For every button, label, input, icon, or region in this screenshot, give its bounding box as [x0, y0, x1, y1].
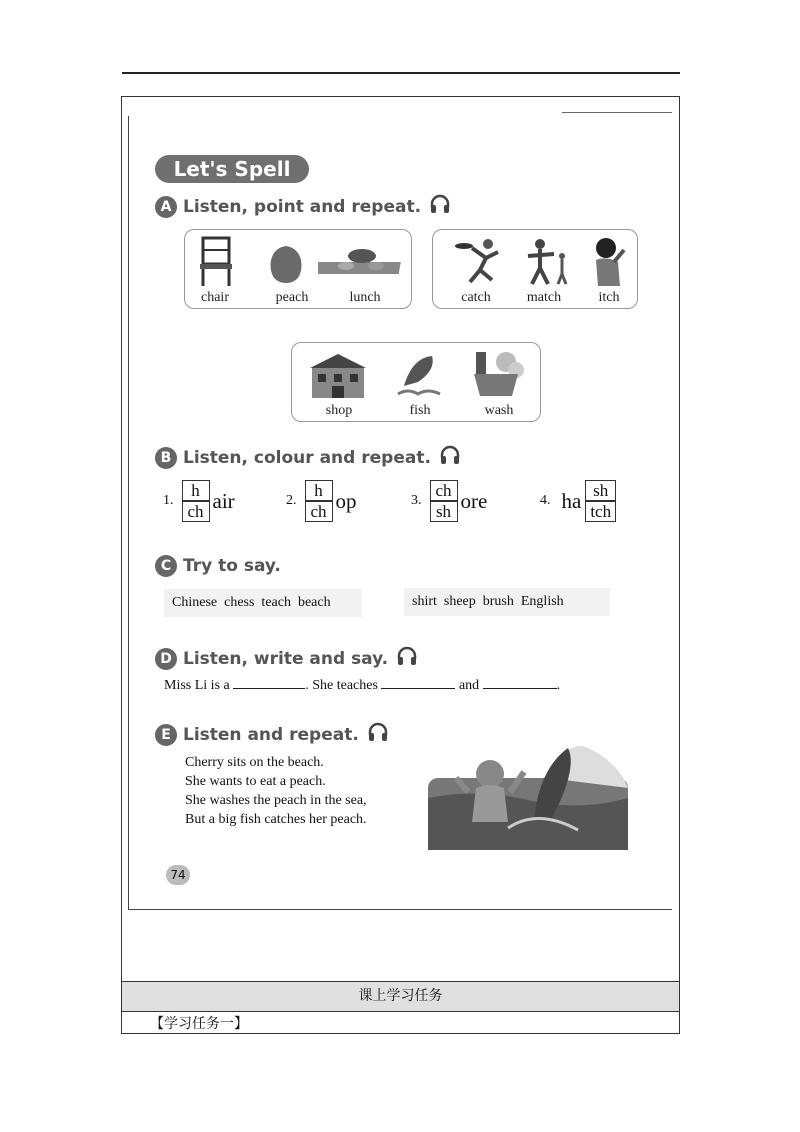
word-chair: chair: [201, 290, 229, 305]
section-a-title: Listen, point and repeat.: [183, 196, 422, 217]
word-wash: wash: [484, 403, 514, 418]
word-peach: peach: [275, 290, 309, 305]
footer-bar-title: 课上学习任务: [122, 981, 679, 1012]
shop-icon: [306, 350, 370, 400]
section-d-heading: [155, 645, 418, 672]
exercise-b-item-1: [163, 480, 235, 522]
word-ending: ore: [460, 488, 488, 513]
section-c-letter: C: [155, 555, 177, 577]
exercise-b-item-2: [286, 480, 357, 522]
word-prefix: ha: [561, 488, 582, 513]
sentence-part-1: Miss Li is a: [164, 678, 230, 693]
choice-bottom[interactable]: ch: [305, 501, 333, 522]
poem-line: Cherry sits on the beach.: [185, 755, 324, 770]
section-e-letter: E: [155, 724, 177, 746]
word-catch: catch: [461, 290, 491, 305]
itch-icon: [590, 236, 626, 288]
word-ending: op: [335, 488, 357, 513]
exercise-b-item-4: [540, 480, 616, 522]
section-b-title: Listen, colour and repeat.: [183, 447, 431, 468]
section-d-letter: D: [155, 648, 177, 670]
sentence-part-4: .: [556, 678, 561, 693]
choice-top[interactable]: sh: [585, 480, 616, 501]
sentence-part-2: . She teaches: [305, 678, 378, 693]
catch-icon: [452, 236, 502, 288]
word-itch: itch: [598, 290, 620, 305]
item-number: 2.: [286, 493, 297, 508]
scan-border-left: [128, 116, 129, 910]
blank-1[interactable]: [233, 676, 305, 689]
word-shop: shop: [325, 403, 353, 418]
item-number: 1.: [163, 493, 174, 508]
poem-line: But a big fish catches her peach.: [185, 812, 367, 827]
blank-2[interactable]: [381, 676, 455, 689]
choice-top[interactable]: ch: [430, 480, 458, 501]
peach-icon: [268, 242, 304, 288]
headphones-icon[interactable]: [439, 444, 461, 471]
exercise-b-item-3: [411, 480, 487, 522]
headphones-icon[interactable]: [396, 645, 418, 672]
blank-3[interactable]: [483, 676, 557, 689]
wash-icon: [470, 348, 526, 400]
section-e-title: Listen and repeat.: [183, 724, 359, 745]
poem-line: She washes the peach in the sea,: [185, 793, 367, 808]
scan-border-top: [562, 112, 672, 113]
choice-top[interactable]: h: [182, 480, 210, 501]
top-rule: [122, 72, 680, 74]
word-lunch: lunch: [349, 290, 381, 305]
word-fish: fish: [409, 403, 431, 418]
section-c-heading: [155, 555, 281, 577]
section-d-title: Listen, write and say.: [183, 648, 389, 669]
headphones-icon[interactable]: [429, 193, 451, 220]
headphones-icon[interactable]: [367, 721, 389, 748]
scan-border-bottom: [128, 909, 672, 910]
word-ending: air: [212, 488, 235, 513]
sentence-part-3: and: [458, 678, 480, 693]
task-label: 【学习任务一】: [150, 1016, 248, 1032]
section-a-letter: A: [155, 196, 177, 218]
item-number: 4.: [540, 493, 551, 508]
try-to-say-right: shirt sheep brush English: [404, 588, 610, 616]
section-a-heading: [155, 193, 451, 220]
choice-bottom[interactable]: sh: [430, 501, 458, 522]
choice-top[interactable]: h: [305, 480, 333, 501]
choice-bottom[interactable]: tch: [585, 501, 616, 522]
choice-bottom[interactable]: ch: [182, 501, 210, 522]
section-c-title: Try to say.: [183, 556, 281, 576]
poem-line: She wants to eat a peach.: [185, 774, 326, 789]
section-e-heading: [155, 721, 389, 748]
exercise-d-sentence: [164, 676, 560, 694]
chair-icon: [197, 236, 235, 288]
section-b-letter: B: [155, 447, 177, 469]
beach-illustration: [428, 738, 628, 850]
item-number: 3.: [411, 493, 422, 508]
lets-spell-banner: Let's Spell: [155, 155, 309, 183]
section-b-heading: [155, 444, 461, 471]
fish-icon: [396, 350, 442, 398]
word-match: match: [526, 290, 562, 305]
try-to-say-left: Chinese chess teach beach: [164, 589, 362, 617]
lunch-icon: [318, 244, 406, 280]
match-icon: [522, 236, 570, 286]
page-number: 74: [166, 865, 190, 885]
poem: [185, 753, 367, 829]
